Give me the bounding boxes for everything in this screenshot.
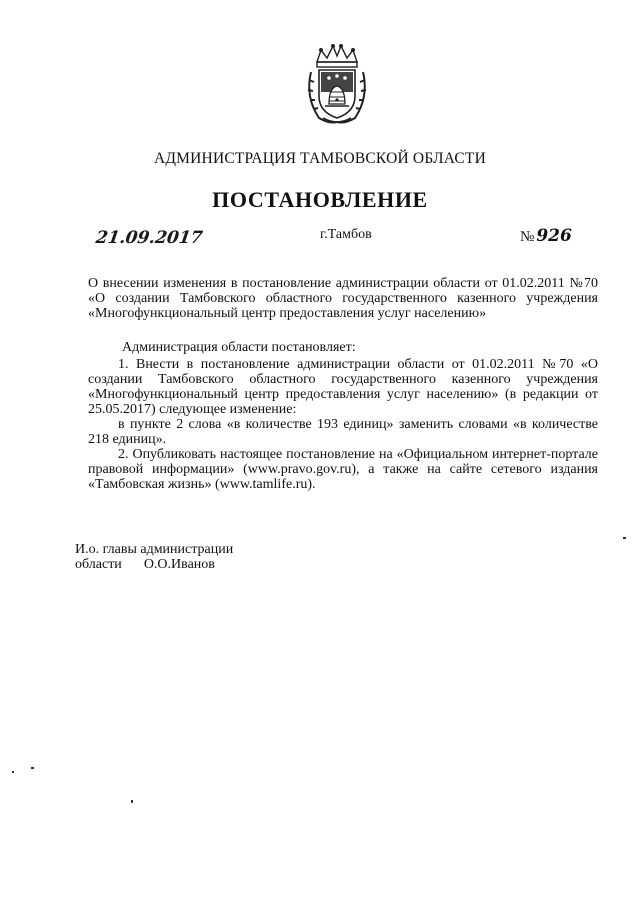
- signature-block: [75, 542, 233, 572]
- document-subject: О внесении изменения в постановление администрации области от 01.02.2011 №70 «О создании Тамбовского областного государственного казенного учреждения «Многофункциональный центр предоставления услуг населению»: [88, 276, 598, 321]
- document-city: г.Тамбов: [320, 227, 372, 242]
- number-sign: №: [520, 229, 535, 245]
- administration-title: АДМИНИСТРАЦИЯ ТАМБОВСКОЙ ОБЛАСТИ: [154, 150, 486, 167]
- signatory-position: И.о. главы администрации: [75, 542, 234, 557]
- document-number: [520, 226, 572, 246]
- tambov-coat-of-arms-icon: [303, 42, 371, 126]
- preamble-text: Администрация области постановляет:: [122, 340, 356, 355]
- scan-speck: [12, 771, 14, 773]
- scan-speck: [131, 800, 133, 803]
- document-date: 21.09.2017: [94, 228, 204, 248]
- document-type-title: ПОСТАНОВЛЕНИЕ: [212, 187, 428, 212]
- point-item: 1. Внести в постановление администрации области от 01.02.2011 №70 «О создании Тамбовского областного государственного казенного учреждения «Многофункциональный центр предоставления услуг населению» (в редакции от 25.05.2017) следующее изменение:: [88, 357, 598, 417]
- signatory-position-region: [75, 557, 233, 572]
- number-value: 926: [536, 226, 572, 246]
- signatory-region: области: [75, 557, 122, 572]
- point-item: 2. Опубликовать настоящее постановление на «Официальном интернет-портале правовой информации» (www.pravo.gov.ru), а также на сайте сетевого издания «Тамбовская жизнь» (www.tamlife.ru).: [88, 447, 598, 492]
- point-item: в пункте 2 слова «в количестве 193 единиц» заменить словами «в количестве 218 единиц».: [88, 417, 598, 447]
- resolution-points: [88, 357, 598, 492]
- signatory-name: О.О.Иванов: [143, 557, 215, 572]
- scan-speck: [31, 767, 34, 769]
- scan-speck: [623, 537, 626, 539]
